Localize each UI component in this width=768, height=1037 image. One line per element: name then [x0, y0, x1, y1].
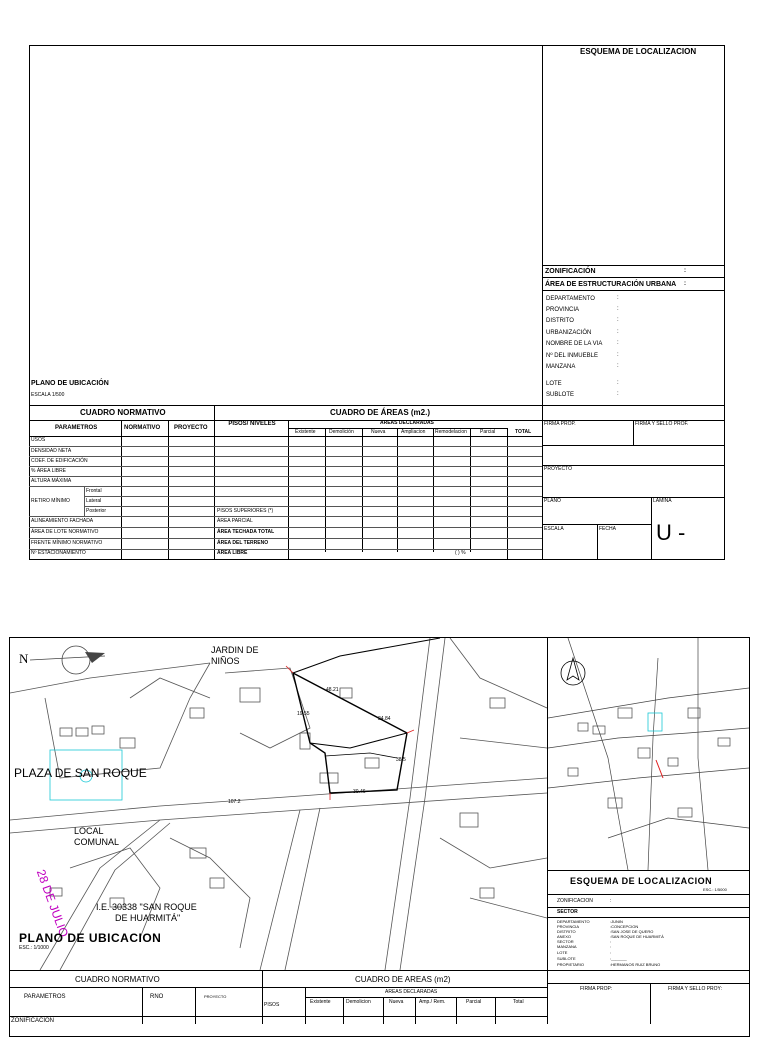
sheet-1-field-numero: Nº DEL INMUEBLE	[546, 353, 598, 359]
sheet-1-area-estructuracion: ÁREA DE ESTRUCTURACIÓN URBANA	[545, 281, 677, 288]
sheet-2-firma-sello: FIRMA Y SELLO PROY:	[668, 986, 723, 992]
sheet-1-lamina-code: U -	[656, 520, 686, 545]
retiro-sub: Frontal	[86, 488, 102, 494]
sheet-1-field-lote: LOTE	[546, 381, 562, 387]
row-label: USOS	[31, 437, 46, 443]
sheet-2-zonificacion: ZONIFICACION	[557, 898, 593, 904]
area-col: Demolición	[329, 429, 354, 435]
map-label-plaza: PLAZA DE SAN ROQUE	[14, 766, 147, 780]
map-dim-30: 30.46	[353, 789, 366, 795]
map-dim-24: 24.84	[378, 716, 391, 722]
field-value: :	[610, 944, 612, 949]
field-label: PROVINCIA	[557, 924, 580, 929]
field-value: :_______	[610, 956, 627, 961]
sheet-1-escala: ESCALA 1/500	[31, 392, 65, 398]
colon: :	[617, 391, 619, 397]
pisos-row: ÁREA PARCIAL	[217, 518, 253, 524]
sheet-2-escala: ESC.: 1/1000	[19, 945, 49, 951]
sheet-1-firma-sello: FIRMA Y SELLO PROF.	[635, 421, 689, 427]
map-label-local: LOCAL COMUNAL	[74, 826, 120, 847]
colon: :	[617, 363, 619, 369]
sheet-2-plano-title: PLANO DE UBICACION	[19, 931, 162, 945]
sheet-2-cuadro-normativo: CUADRO NORMATIVO	[75, 975, 160, 984]
field-label: ANEXO	[557, 934, 572, 939]
sheet-1-frame	[29, 45, 725, 560]
field-label: LOTE	[557, 950, 568, 955]
row-label: Nº ESTACIONAMIENTO	[31, 550, 86, 556]
sheet-1-col-proyecto: PROYECTO	[174, 425, 208, 431]
colon: :	[617, 306, 619, 312]
row-label: DENSIDAD NETA	[31, 448, 72, 454]
sheet-1-col-parametros: PARAMETROS	[55, 425, 98, 431]
sheet-1-proyecto: PROYECTO	[544, 466, 572, 472]
pisos-row: ÁREA LIBRE	[217, 550, 248, 556]
sheet-1-cuadro-areas: CUADRO DE ÁREAS (m2.)	[330, 408, 431, 417]
sheet-1-plano: PLANO	[544, 498, 561, 504]
pisos-row: ÁREA TECHADA TOTAL	[217, 529, 275, 535]
field-value: :	[610, 939, 612, 944]
sheet-1-escala-lbl: ESCALA	[544, 526, 564, 532]
sheet-2-rno: RNO	[150, 994, 164, 1000]
sheet-1-field-provincia: PROVINCIA	[546, 307, 580, 313]
sheet-1-zonificacion: ZONIFICACIÓN	[545, 268, 596, 275]
sheet-2-firma-prop: FIRMA PROP:	[580, 986, 613, 992]
map-dim-48: 48.21	[326, 687, 339, 693]
sheet-1-zon-colon: :	[684, 268, 686, 274]
area-col: Nueva	[371, 429, 386, 435]
sheet-1-cuadro-normativo: CUADRO NORMATIVO	[80, 408, 166, 417]
pisos-row: PISOS SUPERIORES (*)	[217, 508, 274, 514]
sheet-2-sector: SECTOR	[557, 909, 578, 915]
colon: :	[617, 295, 619, 301]
field-label: SUBLOTE	[557, 956, 576, 961]
sheet-1-lamina: LAMINA	[653, 498, 672, 504]
sheet-1-firma-prop: FIRMA PROP.	[544, 421, 576, 427]
area-col: Parcial	[480, 429, 496, 435]
map-label-street: 28 DE JULIO	[33, 867, 72, 939]
field-label: DISTRITO	[557, 929, 576, 934]
sheet-1-plano-title: PLANO DE UBICACIÓN	[31, 380, 109, 387]
sheet-1-field-distrito: DISTRITO	[546, 318, 574, 324]
area-col: Ampliacion	[401, 429, 426, 435]
colon: :	[617, 329, 619, 335]
area-col: Amp./ Rem.	[419, 999, 446, 1005]
map-dim-107: 107.2	[228, 799, 241, 805]
sheet-2-localizacion-title: ESQUEMA DE LOCALIZACION	[570, 876, 713, 886]
sheet-1-area-colon: :	[684, 281, 686, 287]
sheet-1-area-libre-percent: ( ) %	[455, 550, 466, 556]
row-label: COEF. DE EDIFICACIÓN	[31, 458, 88, 464]
sheet-2-zon-colon: :	[610, 898, 612, 904]
retiro-sub: Lateral	[86, 498, 102, 504]
sheet-2-cuadro-areas: CUADRO DE AREAS (m2)	[355, 975, 451, 984]
field-value: :	[610, 950, 612, 955]
sheet-1-col-normativo: NORMATIVO	[124, 425, 161, 431]
map-dim-38: 38.5	[396, 757, 406, 763]
sheet-1-areas-declaradas: AREAS DECLARADAS	[380, 420, 434, 426]
map-north-label: N	[19, 651, 29, 666]
field-value: :SAN JOSE DE QUERO	[610, 929, 654, 934]
row-label: ALINEAMIENTO FACHADA	[31, 518, 94, 524]
sheet-2-areas-declaradas: AREAS DECLARADAS	[385, 989, 438, 995]
sheet-2-loc-escala: ESC.: 1/5000	[703, 887, 727, 892]
sheet-1-col-pisos: PISOS/ NIVELES	[228, 421, 276, 427]
row-label: FRENTE MÍNIMO NORMATIVO	[31, 540, 103, 546]
field-label: PROPIETARIO	[557, 962, 585, 967]
sheet-1-field-departamento: DEPARTAMENTO	[546, 296, 595, 302]
row-label: % ÁREA LIBRE	[31, 468, 67, 474]
area-col: Nueva	[389, 999, 404, 1005]
map-label-school-code: I.E. 30338 "SAN ROQUE	[96, 902, 197, 912]
area-col: Existente	[310, 999, 331, 1005]
field-label: DEPARTAMENTO	[557, 919, 590, 924]
colon: :	[617, 340, 619, 346]
sheet-1-field-urbanizacion: URBANIZACIÓN	[546, 330, 592, 336]
area-col: Parcial	[466, 999, 482, 1005]
sheet-2-pisos: PISOS	[264, 1002, 280, 1008]
field-value: :HERMANOS RUIZ BRUNO	[610, 962, 661, 967]
area-col: Total	[513, 999, 524, 1005]
map-label-school-name: DE HUARMITÁ"	[115, 913, 181, 923]
field-value: :SAN ROQUE DE HUARMITÁ	[610, 934, 664, 939]
retiro-sub: Posterior	[86, 508, 107, 514]
sheet-1-right-divider	[542, 45, 543, 560]
field-value: :JUNIN	[610, 919, 623, 924]
sheet-2-parametros: PARAMETROS	[24, 994, 66, 1000]
map-dim-19: 19.55	[297, 711, 310, 717]
sheet-2-proyecto: PROYECTO	[204, 994, 227, 999]
colon: :	[617, 352, 619, 358]
row-label: ÁREA DE LOTE NORMATIVO	[31, 529, 99, 535]
field-value: :CONCEPCION	[610, 924, 639, 929]
site-map	[10, 638, 547, 970]
area-col: Demolicion	[346, 999, 371, 1005]
sheet-2-zonificacion-row: ZONIFICACION	[11, 1018, 54, 1024]
sheet-1-field-manzana: MANZANA	[546, 364, 576, 370]
location-map	[548, 638, 749, 870]
row-label: ALTURA MÁXIMA	[31, 478, 72, 484]
sheet-1-fecha: FECHA	[599, 526, 616, 532]
field-label: MANZANA	[557, 944, 577, 949]
colon: :	[617, 317, 619, 323]
area-col: TOTAL	[515, 429, 532, 435]
pisos-row: ÁREA DEL TERRENO	[217, 540, 269, 546]
colon: :	[617, 380, 619, 386]
sheet-1-field-sublote: SUBLOTE	[546, 392, 575, 398]
row-label: RETIRO MÍNIMO	[31, 498, 70, 504]
map-label-jardin: JARDIN DE NIÑOS	[211, 645, 259, 666]
sheet-1-localizacion-title: ESQUEMA DE LOCALIZACION	[580, 47, 697, 56]
area-col: Existente	[295, 429, 316, 435]
field-label: SECTOR	[557, 939, 574, 944]
area-col: Remodelacion	[435, 429, 467, 435]
sheet-1-field-nombre-via: NOMBRE DE LA VIA	[546, 341, 603, 347]
